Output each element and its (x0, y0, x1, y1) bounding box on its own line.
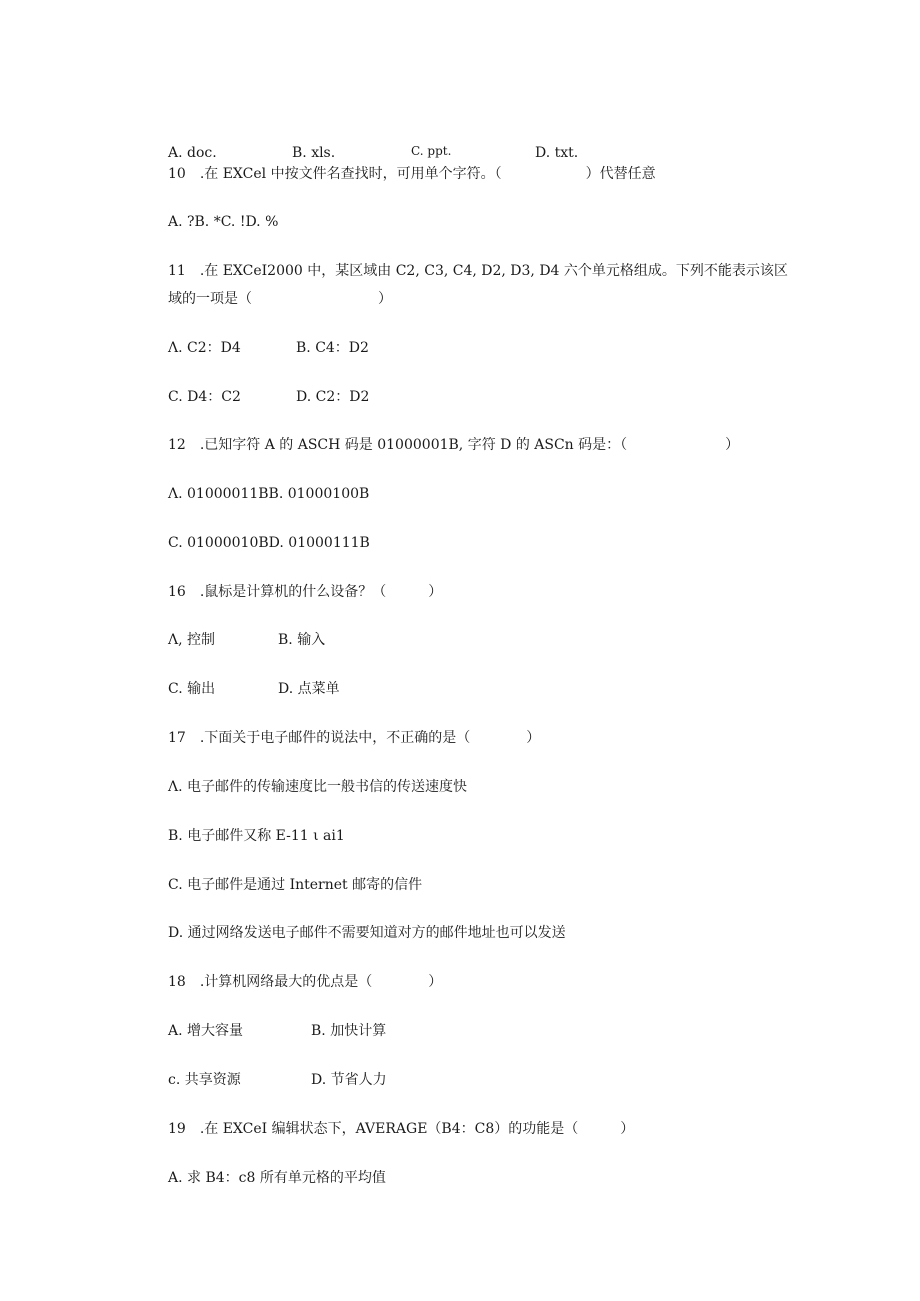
q17-stem: 17 .下面关于电子邮件的说法中，不正确的是（ ） (168, 730, 541, 746)
q16-option-b: B. 输入 (278, 632, 326, 648)
q12-options-line2: C. 01000010BD. 01000111B (168, 535, 370, 551)
q18-option-c: c. 共享资源 (168, 1072, 241, 1088)
q11-stem-line1: 11 .在 EXCeI2000 中，某区域由 C2, C3, C4, D2, D3, D4 六个单元格组成。下列不能表示该区 (168, 263, 788, 279)
q16-option-a: Λ, 控制 (168, 632, 216, 648)
q11-option-d: D. C2：D2 (296, 389, 370, 405)
q19-stem: 19 .在 EXCeI 编辑状态下，AVERAGE（B4：C8）的功能是（ ） (168, 1121, 635, 1137)
q18-option-b: B. 加快计算 (311, 1023, 387, 1039)
q17-option-c: C. 电子邮件是通过 Internet 邮寄的信件 (168, 877, 423, 893)
q19-option-a: A. 求 B4：c8 所有单元格的平均值 (168, 1170, 386, 1186)
q9-option-a: A. doc. (168, 145, 217, 161)
q18-stem: 18 .计算机网络最大的优点是（ ） (168, 974, 443, 990)
q18-option-d: D. 节省人力 (311, 1072, 387, 1088)
q10-options: A. ?B. *C. !D. % (168, 214, 279, 230)
q9-option-d: D. txt. (535, 145, 579, 161)
q17-option-b: B. 电子邮件又称 E-11 ι ai1 (168, 828, 345, 844)
q11-option-c: C. D4：C2 (168, 389, 241, 405)
q16-stem: 16 .鼠标是计算机的什么设备？（ ） (168, 584, 443, 600)
q18-option-a: A. 增大容量 (168, 1023, 244, 1039)
q17-option-a: Λ. 电子邮件的传输速度比一般书信的传送速度快 (168, 779, 468, 795)
q16-option-d: D. 点菜单 (278, 681, 340, 697)
q10-stem: 10 .在 EXCel 中按文件名查找时，可用单个字符。（ ）代替任意 (168, 166, 656, 182)
q12-options-line1: Λ. 01000011BB. 01000100B (168, 486, 370, 502)
q12-stem: 12 .已知字符 A 的 ASCH 码是 01000001B, 字符 D 的 ASCn 码是：（ ） (168, 437, 740, 453)
q9-option-c: C. ppt. (411, 144, 452, 158)
q16-option-c: C. 输出 (168, 681, 216, 697)
q17-option-d: D. 通过网络发送电子邮件不需要知道对方的邮件地址也可以发送 (168, 925, 566, 941)
q11-option-a: Λ. C2：D4 (168, 340, 241, 356)
q11-option-b: B. C4：D2 (296, 340, 369, 356)
q9-option-b: B. xls. (292, 145, 336, 161)
q11-stem-line2: 域的一项是（ ） (168, 291, 392, 307)
